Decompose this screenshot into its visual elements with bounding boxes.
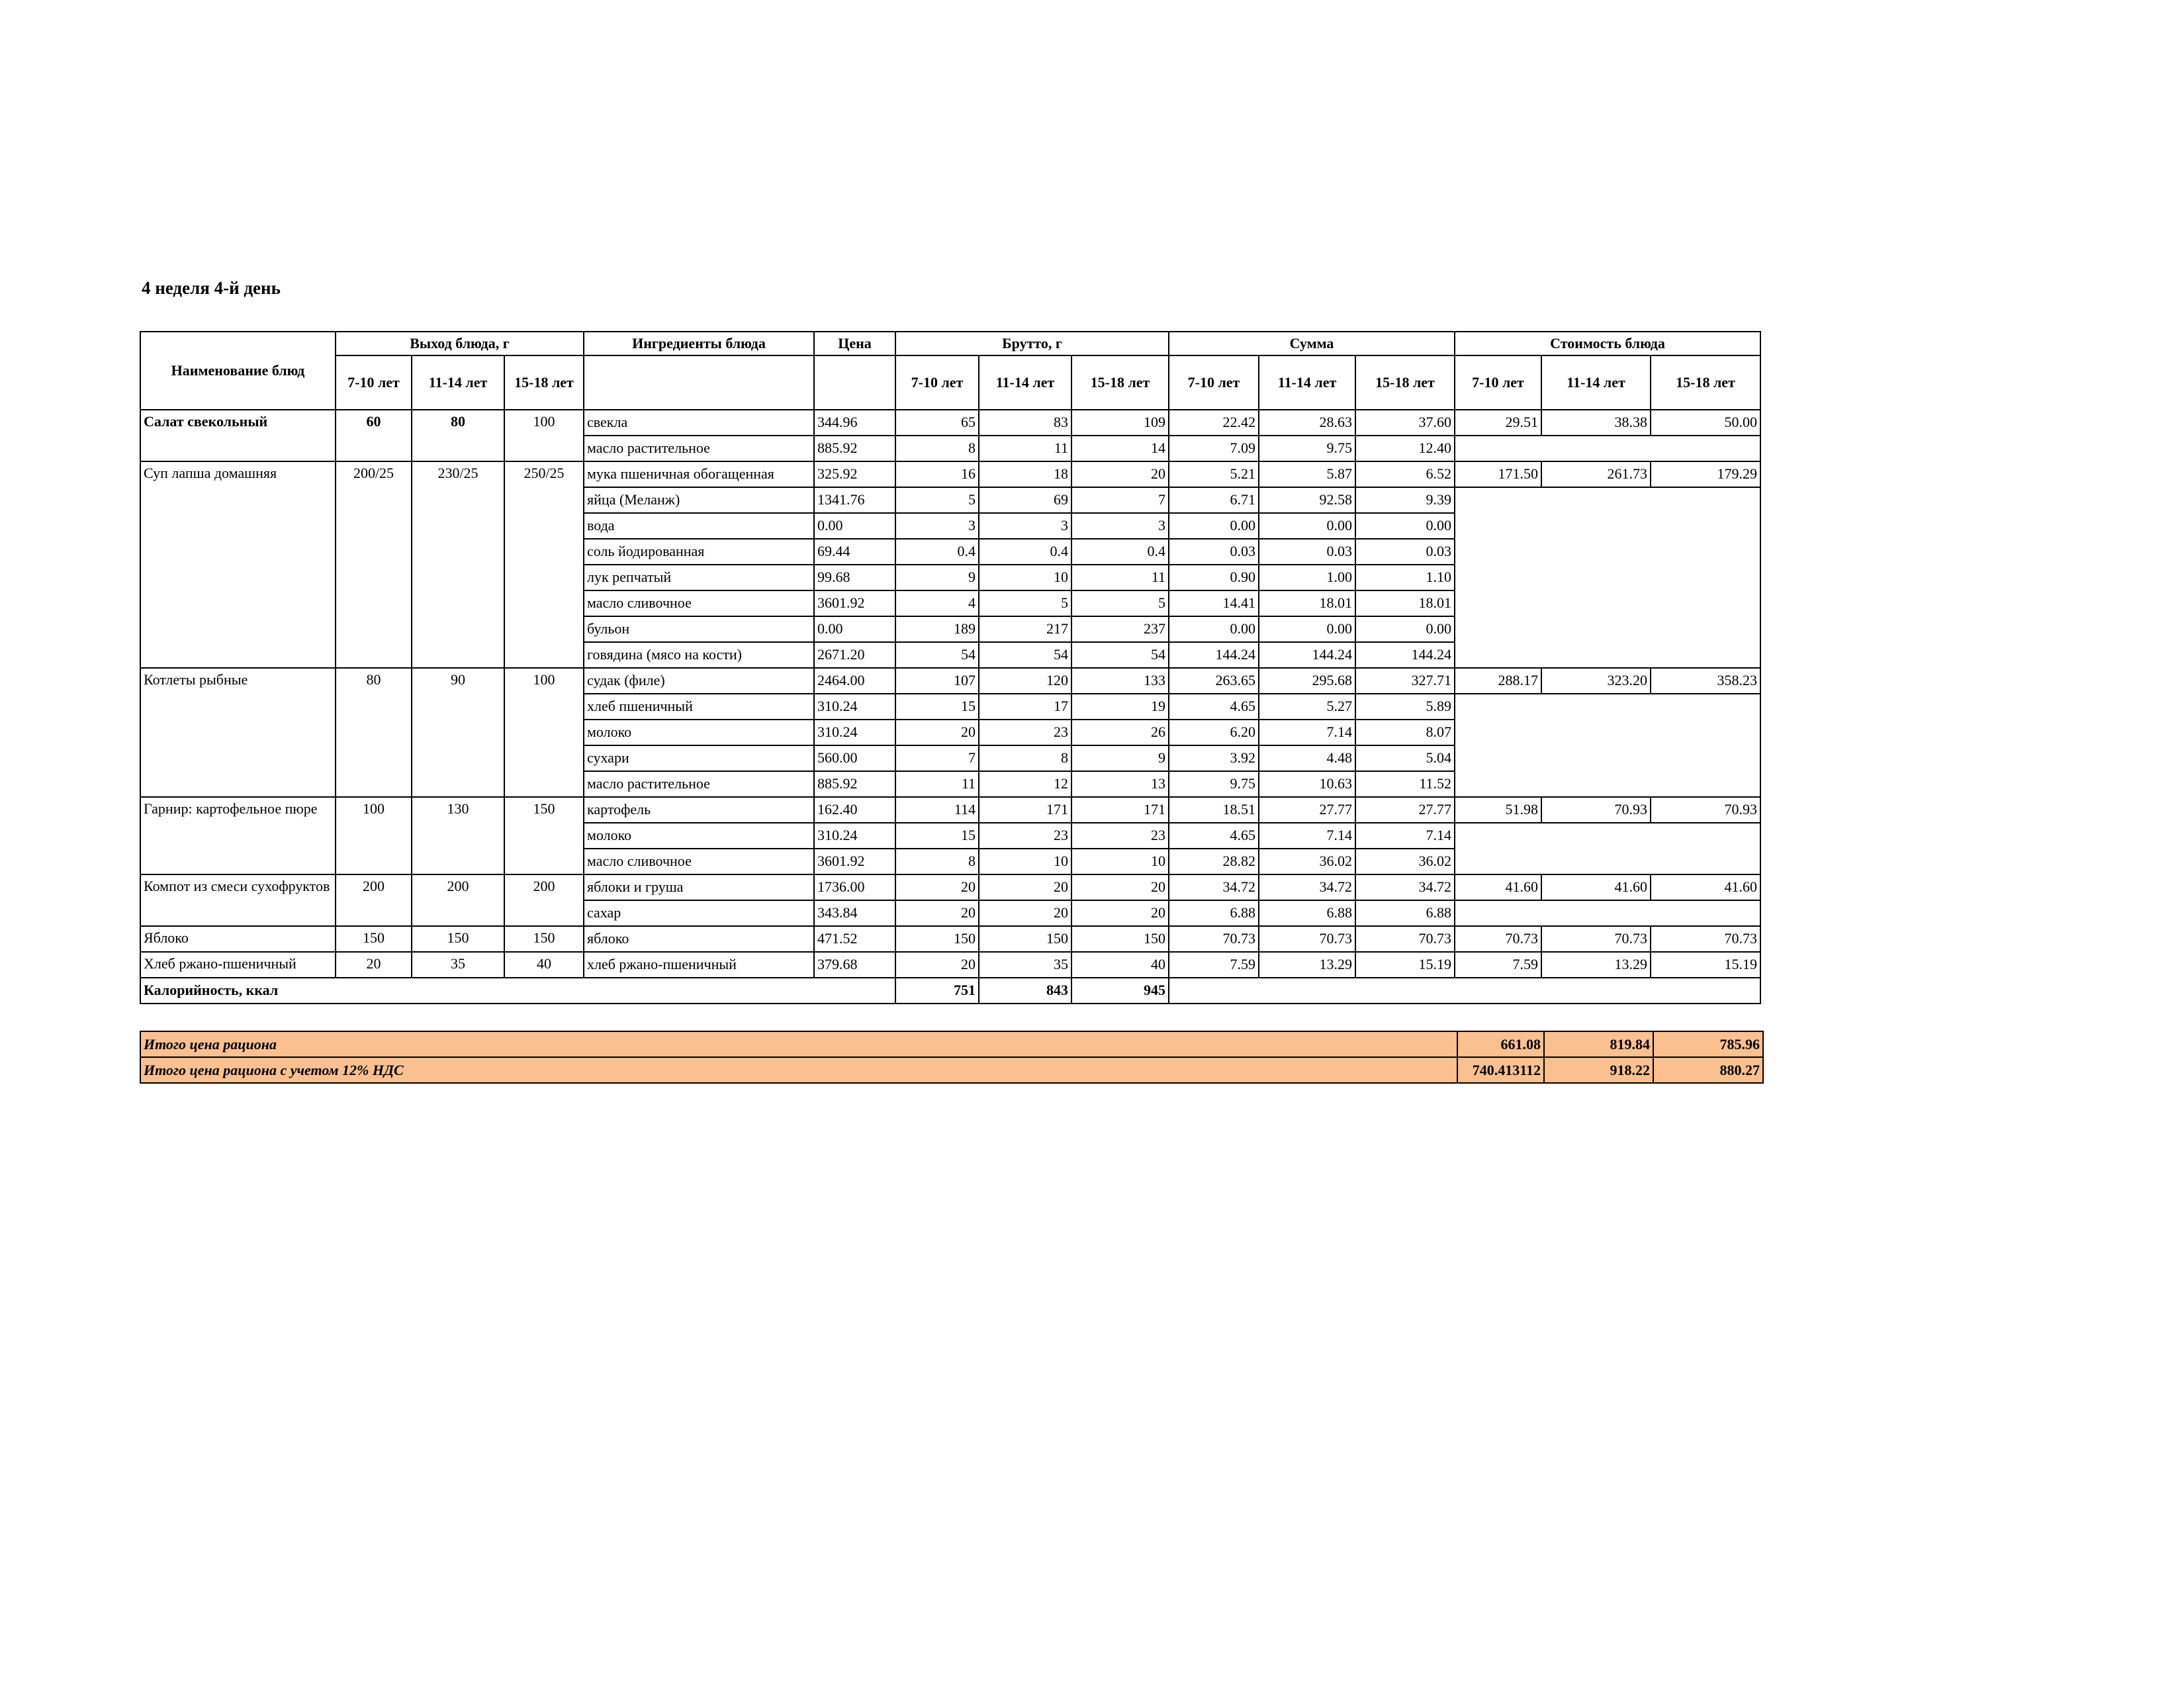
brutto-value: 20 xyxy=(1071,900,1169,926)
dish-cost: 323.20 xyxy=(1541,668,1651,694)
ingredient-name: свекла xyxy=(584,410,814,436)
header-age: 7-10 лет xyxy=(1169,355,1259,410)
ingredient-name: бульон xyxy=(584,616,814,642)
dish-output: 150 xyxy=(336,926,412,952)
sum-value: 27.77 xyxy=(1259,797,1355,823)
table-row xyxy=(140,668,1760,694)
total-vat-value: 918.22 xyxy=(1544,1057,1653,1083)
sum-value: 27.77 xyxy=(1355,797,1455,823)
brutto-value: 150 xyxy=(979,926,1071,952)
header-age: 15-18 лет xyxy=(504,355,584,410)
brutto-value: 20 xyxy=(979,874,1071,900)
brutto-value: 26 xyxy=(1071,720,1169,745)
sum-value: 1.00 xyxy=(1259,565,1355,590)
dish-cost-empty xyxy=(1455,487,1760,668)
brutto-value: 3 xyxy=(979,513,1071,539)
brutto-value: 114 xyxy=(895,797,979,823)
ingredient-price: 3601.92 xyxy=(814,590,895,616)
sum-value: 144.24 xyxy=(1259,642,1355,668)
dish-cost: 7.59 xyxy=(1455,952,1541,978)
dish-output: 150 xyxy=(504,926,584,952)
sum-value: 7.14 xyxy=(1259,720,1355,745)
header-age: 11-14 лет xyxy=(1259,355,1355,410)
sum-value: 5.87 xyxy=(1259,461,1355,487)
sum-value: 28.82 xyxy=(1169,849,1259,874)
ingredient-price: 379.68 xyxy=(814,952,895,978)
header-age: 7-10 лет xyxy=(1455,355,1541,410)
dish-name: Суп лапша домашняя xyxy=(140,461,336,668)
brutto-value: 150 xyxy=(895,926,979,952)
sum-value: 263.65 xyxy=(1169,668,1259,694)
total-row xyxy=(140,1031,1763,1057)
brutto-value: 0.4 xyxy=(1071,539,1169,565)
sum-value: 7.09 xyxy=(1169,436,1259,461)
brutto-value: 83 xyxy=(979,410,1071,436)
dish-output: 150 xyxy=(504,797,584,874)
brutto-value: 54 xyxy=(895,642,979,668)
ingredient-name: яблоки и груша xyxy=(584,874,814,900)
brutto-value: 20 xyxy=(895,952,979,978)
sum-value: 327.71 xyxy=(1355,668,1455,694)
brutto-value: 69 xyxy=(979,487,1071,513)
sum-value: 92.58 xyxy=(1259,487,1355,513)
dish-name: Котлеты рыбные xyxy=(140,668,336,797)
header-ingredients: Ингредиенты блюда xyxy=(584,332,814,355)
ingredient-name: хлеб пшеничный xyxy=(584,694,814,720)
dish-cost: 29.51 xyxy=(1455,410,1541,436)
sum-value: 11.52 xyxy=(1355,771,1455,797)
sum-value: 70.73 xyxy=(1259,926,1355,952)
sum-value: 0.00 xyxy=(1169,513,1259,539)
dish-cost: 50.00 xyxy=(1651,410,1760,436)
calories-value: 945 xyxy=(1071,978,1169,1004)
brutto-value: 20 xyxy=(979,900,1071,926)
ingredient-name: яйца (Меланж) xyxy=(584,487,814,513)
sum-value: 3.92 xyxy=(1169,745,1259,771)
table-row xyxy=(140,797,1760,823)
dish-cost: 15.19 xyxy=(1651,952,1760,978)
ingredient-name: хлеб ржано-пшеничный xyxy=(584,952,814,978)
brutto-value: 20 xyxy=(895,720,979,745)
calories-row xyxy=(140,978,1760,1004)
table-row xyxy=(140,952,1760,978)
brutto-value: 120 xyxy=(979,668,1071,694)
sum-value: 6.88 xyxy=(1169,900,1259,926)
ingredient-price: 343.84 xyxy=(814,900,895,926)
brutto-value: 5 xyxy=(895,487,979,513)
header-age: 15-18 лет xyxy=(1651,355,1760,410)
totals-table xyxy=(140,1031,1764,1084)
dish-output: 250/25 xyxy=(504,461,584,668)
brutto-value: 107 xyxy=(895,668,979,694)
dish-cost-empty xyxy=(1455,823,1760,874)
brutto-value: 171 xyxy=(979,797,1071,823)
brutto-value: 13 xyxy=(1071,771,1169,797)
brutto-value: 8 xyxy=(895,849,979,874)
ingredient-price: 885.92 xyxy=(814,771,895,797)
brutto-value: 4 xyxy=(895,590,979,616)
ingredient-price: 0.00 xyxy=(814,616,895,642)
sum-value: 14.41 xyxy=(1169,590,1259,616)
calories-value: 751 xyxy=(895,978,979,1004)
brutto-value: 18 xyxy=(979,461,1071,487)
header-age: 15-18 лет xyxy=(1071,355,1169,410)
ingredient-price: 3601.92 xyxy=(814,849,895,874)
total-vat-row xyxy=(140,1057,1763,1083)
header-dish-name: Наименование блюд xyxy=(140,332,336,410)
brutto-value: 5 xyxy=(979,590,1071,616)
brutto-value: 11 xyxy=(895,771,979,797)
brutto-value: 9 xyxy=(895,565,979,590)
total-vat-value: 880.27 xyxy=(1653,1057,1763,1083)
dish-cost: 70.93 xyxy=(1541,797,1651,823)
header-sum: Сумма xyxy=(1169,332,1455,355)
sum-value: 6.88 xyxy=(1259,900,1355,926)
dish-name: Салат свекольный xyxy=(140,410,336,461)
brutto-value: 133 xyxy=(1071,668,1169,694)
total-value: 819.84 xyxy=(1544,1031,1653,1057)
dish-cost: 70.73 xyxy=(1455,926,1541,952)
brutto-value: 189 xyxy=(895,616,979,642)
sum-value: 28.63 xyxy=(1259,410,1355,436)
sum-value: 0.03 xyxy=(1259,539,1355,565)
dish-output: 100 xyxy=(336,797,412,874)
table-row xyxy=(140,874,1760,900)
brutto-value: 17 xyxy=(979,694,1071,720)
brutto-value: 23 xyxy=(1071,823,1169,849)
sum-value: 70.73 xyxy=(1355,926,1455,952)
sum-value: 15.19 xyxy=(1355,952,1455,978)
sum-value: 22.42 xyxy=(1169,410,1259,436)
dish-output: 100 xyxy=(504,410,584,461)
brutto-value: 40 xyxy=(1071,952,1169,978)
brutto-value: 65 xyxy=(895,410,979,436)
dish-cost: 70.93 xyxy=(1651,797,1760,823)
table-row xyxy=(140,926,1760,952)
dish-cost: 51.98 xyxy=(1455,797,1541,823)
brutto-value: 20 xyxy=(1071,874,1169,900)
brutto-value: 109 xyxy=(1071,410,1169,436)
dish-cost: 13.29 xyxy=(1541,952,1651,978)
ingredient-name: вода xyxy=(584,513,814,539)
brutto-value: 237 xyxy=(1071,616,1169,642)
sum-value: 6.71 xyxy=(1169,487,1259,513)
sum-value: 0.03 xyxy=(1355,539,1455,565)
dish-cost: 171.50 xyxy=(1455,461,1541,487)
sum-value: 0.00 xyxy=(1169,616,1259,642)
brutto-value: 10 xyxy=(979,849,1071,874)
sum-value: 144.24 xyxy=(1355,642,1455,668)
total-label: Итого цена рациона xyxy=(140,1031,1457,1057)
dish-output: 40 xyxy=(504,952,584,978)
brutto-value: 54 xyxy=(979,642,1071,668)
dish-cost: 261.73 xyxy=(1541,461,1651,487)
total-value: 661.08 xyxy=(1457,1031,1544,1057)
brutto-value: 10 xyxy=(1071,849,1169,874)
sum-value: 5.21 xyxy=(1169,461,1259,487)
ingredient-name: мука пшеничная обогащенная xyxy=(584,461,814,487)
dish-cost: 358.23 xyxy=(1651,668,1760,694)
ingredient-name: картофель xyxy=(584,797,814,823)
brutto-value: 171 xyxy=(1071,797,1169,823)
sum-value: 4.65 xyxy=(1169,823,1259,849)
header-price: Цена xyxy=(814,332,895,355)
brutto-value: 54 xyxy=(1071,642,1169,668)
brutto-value: 15 xyxy=(895,823,979,849)
total-vat-label: Итого цена рациона с учетом 12% НДС xyxy=(140,1057,1457,1083)
dish-cost: 41.60 xyxy=(1541,874,1651,900)
ingredient-price: 560.00 xyxy=(814,745,895,771)
ingredient-name: соль йодированная xyxy=(584,539,814,565)
calories-empty xyxy=(1169,978,1760,1004)
ingredient-price: 99.68 xyxy=(814,565,895,590)
ingredient-name: сухари xyxy=(584,745,814,771)
ingredient-name: молоко xyxy=(584,720,814,745)
ingredient-price: 344.96 xyxy=(814,410,895,436)
brutto-value: 20 xyxy=(895,874,979,900)
header-age: 11-14 лет xyxy=(979,355,1071,410)
brutto-value: 10 xyxy=(979,565,1071,590)
dish-name: Хлеб ржано-пшеничный xyxy=(140,952,336,978)
ingredient-price: 310.24 xyxy=(814,720,895,745)
dish-output: 200/25 xyxy=(336,461,412,668)
ingredient-price: 885.92 xyxy=(814,436,895,461)
dish-cost: 70.73 xyxy=(1541,926,1651,952)
ingredient-price: 0.00 xyxy=(814,513,895,539)
dish-output: 20 xyxy=(336,952,412,978)
dish-cost: 41.60 xyxy=(1455,874,1541,900)
brutto-value: 23 xyxy=(979,720,1071,745)
header-age: 7-10 лет xyxy=(895,355,979,410)
ingredient-price: 69.44 xyxy=(814,539,895,565)
header-empty xyxy=(814,355,895,410)
sum-value: 9.75 xyxy=(1169,771,1259,797)
brutto-value: 19 xyxy=(1071,694,1169,720)
sum-value: 7.14 xyxy=(1259,823,1355,849)
ingredient-price: 1736.00 xyxy=(814,874,895,900)
header-row-1 xyxy=(140,332,1760,355)
sum-value: 9.39 xyxy=(1355,487,1455,513)
brutto-value: 11 xyxy=(1071,565,1169,590)
sum-value: 70.73 xyxy=(1169,926,1259,952)
dish-cost: 288.17 xyxy=(1455,668,1541,694)
ingredient-name: масло растительное xyxy=(584,771,814,797)
sum-value: 0.90 xyxy=(1169,565,1259,590)
header-dish-cost: Стоимость блюда xyxy=(1455,332,1760,355)
brutto-value: 7 xyxy=(895,745,979,771)
ingredient-price: 310.24 xyxy=(814,823,895,849)
brutto-value: 7 xyxy=(1071,487,1169,513)
dish-name: Яблоко xyxy=(140,926,336,952)
header-age: 11-14 лет xyxy=(412,355,504,410)
dish-cost: 41.60 xyxy=(1651,874,1760,900)
page-title: 4 неделя 4-й день xyxy=(142,278,281,298)
sum-value: 8.07 xyxy=(1355,720,1455,745)
ingredient-name: лук репчатый xyxy=(584,565,814,590)
brutto-value: 16 xyxy=(895,461,979,487)
sum-value: 6.52 xyxy=(1355,461,1455,487)
dish-output: 90 xyxy=(412,668,504,797)
dish-name: Компот из смеси сухофруктов xyxy=(140,874,336,926)
header-age: 7-10 лет xyxy=(336,355,412,410)
header-age: 15-18 лет xyxy=(1355,355,1455,410)
ingredient-price: 471.52 xyxy=(814,926,895,952)
sum-value: 36.02 xyxy=(1259,849,1355,874)
dish-output: 200 xyxy=(336,874,412,926)
brutto-value: 9 xyxy=(1071,745,1169,771)
brutto-value: 3 xyxy=(895,513,979,539)
brutto-value: 5 xyxy=(1071,590,1169,616)
sum-value: 18.01 xyxy=(1259,590,1355,616)
header-age: 11-14 лет xyxy=(1541,355,1651,410)
sum-value: 0.00 xyxy=(1355,616,1455,642)
sum-value: 1.10 xyxy=(1355,565,1455,590)
sum-value: 5.27 xyxy=(1259,694,1355,720)
dish-cost: 179.29 xyxy=(1651,461,1760,487)
sum-value: 144.24 xyxy=(1169,642,1259,668)
sum-value: 6.20 xyxy=(1169,720,1259,745)
dish-output: 150 xyxy=(412,926,504,952)
brutto-value: 8 xyxy=(979,745,1071,771)
sum-value: 7.59 xyxy=(1169,952,1259,978)
brutto-value: 12 xyxy=(979,771,1071,797)
calories-value: 843 xyxy=(979,978,1071,1004)
brutto-value: 15 xyxy=(895,694,979,720)
brutto-value: 20 xyxy=(895,900,979,926)
sum-value: 5.04 xyxy=(1355,745,1455,771)
ingredient-price: 162.40 xyxy=(814,797,895,823)
brutto-value: 23 xyxy=(979,823,1071,849)
sum-value: 6.88 xyxy=(1355,900,1455,926)
brutto-value: 14 xyxy=(1071,436,1169,461)
dish-cost: 70.73 xyxy=(1651,926,1760,952)
dish-output: 130 xyxy=(412,797,504,874)
ingredient-name: сахар xyxy=(584,900,814,926)
ingredient-price: 1341.76 xyxy=(814,487,895,513)
menu-table xyxy=(140,331,1761,1004)
dish-output: 80 xyxy=(412,410,504,461)
calories-label: Калорийность, ккал xyxy=(140,978,895,1004)
header-row-2 xyxy=(140,355,1760,410)
sum-value: 10.63 xyxy=(1259,771,1355,797)
dish-output: 35 xyxy=(412,952,504,978)
sum-value: 12.40 xyxy=(1355,436,1455,461)
brutto-value: 20 xyxy=(1071,461,1169,487)
sum-value: 34.72 xyxy=(1355,874,1455,900)
brutto-value: 0.4 xyxy=(895,539,979,565)
dish-name: Гарнир: картофельное пюре xyxy=(140,797,336,874)
dish-cost-empty xyxy=(1455,900,1760,926)
header-brutto: Брутто, г xyxy=(895,332,1169,355)
dish-output: 230/25 xyxy=(412,461,504,668)
sum-value: 4.48 xyxy=(1259,745,1355,771)
sum-value: 18.51 xyxy=(1169,797,1259,823)
sum-value: 18.01 xyxy=(1355,590,1455,616)
ingredient-price: 2464.00 xyxy=(814,668,895,694)
dish-output: 80 xyxy=(336,668,412,797)
dish-output: 100 xyxy=(504,668,584,797)
sum-value: 37.60 xyxy=(1355,410,1455,436)
ingredient-name: говядина (мясо на кости) xyxy=(584,642,814,668)
dish-cost-empty xyxy=(1455,436,1760,461)
sum-value: 0.00 xyxy=(1355,513,1455,539)
sum-value: 13.29 xyxy=(1259,952,1355,978)
sum-value: 9.75 xyxy=(1259,436,1355,461)
ingredient-price: 310.24 xyxy=(814,694,895,720)
header-output: Выход блюда, г xyxy=(336,332,584,355)
sum-value: 36.02 xyxy=(1355,849,1455,874)
sum-value: 0.03 xyxy=(1169,539,1259,565)
sum-value: 5.89 xyxy=(1355,694,1455,720)
ingredient-name: масло сливочное xyxy=(584,849,814,874)
dish-output: 200 xyxy=(504,874,584,926)
brutto-value: 3 xyxy=(1071,513,1169,539)
table-row xyxy=(140,461,1760,487)
sum-value: 0.00 xyxy=(1259,513,1355,539)
brutto-value: 217 xyxy=(979,616,1071,642)
sum-value: 4.65 xyxy=(1169,694,1259,720)
ingredient-name: масло растительное xyxy=(584,436,814,461)
ingredient-name: яблоко xyxy=(584,926,814,952)
sum-value: 34.72 xyxy=(1169,874,1259,900)
ingredient-price: 325.92 xyxy=(814,461,895,487)
header-empty xyxy=(584,355,814,410)
ingredient-name: масло сливочное xyxy=(584,590,814,616)
dish-cost-empty xyxy=(1455,694,1760,797)
dish-output: 200 xyxy=(412,874,504,926)
brutto-value: 8 xyxy=(895,436,979,461)
brutto-value: 0.4 xyxy=(979,539,1071,565)
menu-body xyxy=(140,410,1760,1004)
dish-output: 60 xyxy=(336,410,412,461)
brutto-value: 150 xyxy=(1071,926,1169,952)
ingredient-price: 2671.20 xyxy=(814,642,895,668)
brutto-value: 35 xyxy=(979,952,1071,978)
sum-value: 34.72 xyxy=(1259,874,1355,900)
ingredient-name: молоко xyxy=(584,823,814,849)
brutto-value: 11 xyxy=(979,436,1071,461)
dish-cost: 38.38 xyxy=(1541,410,1651,436)
sum-value: 7.14 xyxy=(1355,823,1455,849)
sum-value: 295.68 xyxy=(1259,668,1355,694)
total-vat-value: 740.413112 xyxy=(1457,1057,1544,1083)
table-row xyxy=(140,410,1760,436)
ingredient-name: судак (филе) xyxy=(584,668,814,694)
total-value: 785.96 xyxy=(1653,1031,1763,1057)
sum-value: 0.00 xyxy=(1259,616,1355,642)
